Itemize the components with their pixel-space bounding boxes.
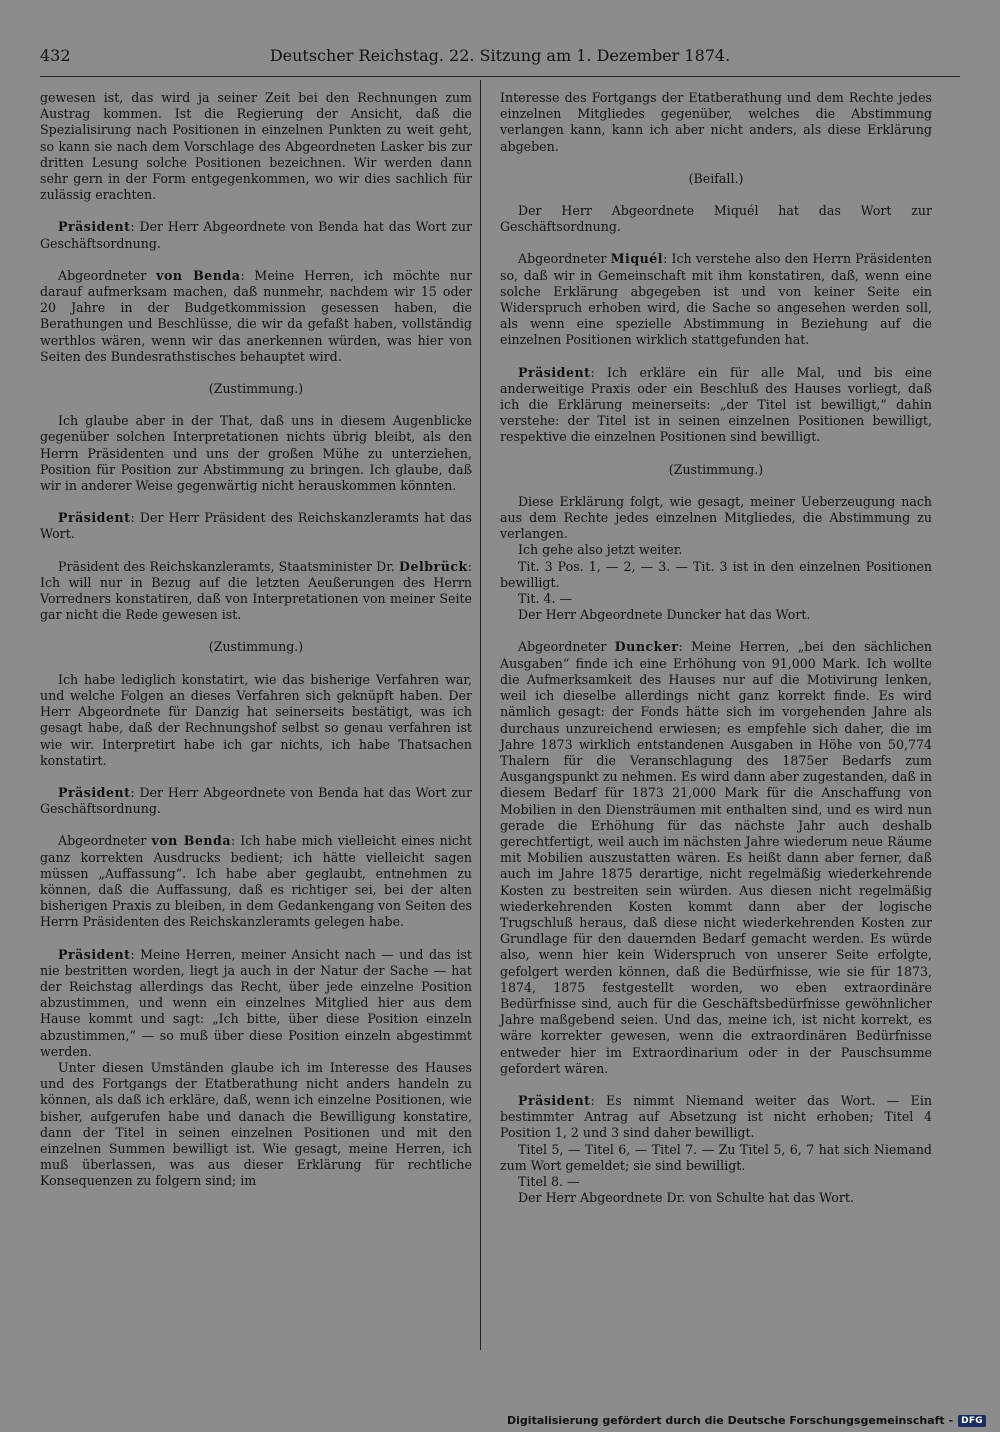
paragraph: Präsident: Meine Herren, meiner Ansicht nach — und das ist nie bestritten worden, liegt ja auch in der Natur der Sache — hat der Reichstag allerdings das Recht, über jede einzelne Position abzustimmen, und wenn ein einzelnes Mitglied hier aus dem Hause kommt und sagt: „Ich bitte, über diese Position einzeln abzustimmen,“ — so muß über diese Position einzeln abgestimmt werden.	[40, 946, 472, 1059]
running-title: Deutscher Reichstag. 22. Sitzung am 1. Dezember 1874.	[269, 46, 731, 65]
paragraph: Abgeordneter von Benda: Meine Herren, ich möchte nur darauf aufmerksam machen, daß nunmehr, nachdem wir 15 oder 20 Jahre in der Budgetkommission gesessen haben, die Berathungen und Beschlüsse, die wir da gefaßt haben, vollständig werthlos wären, wenn wir das anerkennen würden, was hier von Seiten des Bundesrathstisches behauptet wird.	[40, 267, 472, 364]
paragraph: Interesse des Fortgangs der Etatberathung und dem Rechte jedes einzelnen Mitgliedes gegenüber, welches die Abstimmung verlangen kann, kann ich aber nicht anders, als diese Erklärung abgeben.	[500, 90, 932, 154]
speaker-name: von Benda	[156, 267, 241, 283]
page-number: 432	[40, 46, 71, 65]
speaker-name: Präsident	[518, 364, 591, 380]
paragraph: Der Herr Abgeordnete Miquél hat das Wort zur Geschäftsordnung.	[500, 203, 932, 235]
paragraph: Präsident: Der Herr Abgeordnete von Benda hat das Wort zur Geschäftsordnung.	[40, 784, 472, 817]
paragraph: Ich habe lediglich konstatirt, wie das bisherige Verfahren war, und welche Folgen an dieses Verfahren sich geknüpft haben. Der Herr Abgeordnete für Danzig hat seinerseits bestätigt, was ich gesagt habe, daß der Rechnungshof selbst so genau verfahren ist wie wir. Interpretirt habe ich gar nichts, ich habe Thatsachen konstatirt.	[40, 671, 472, 768]
speaker-name: von Benda	[151, 833, 232, 849]
paragraph: Titel 8. —	[518, 1173, 580, 1189]
paragraph: Tit. 4. —	[518, 591, 573, 607]
left-column	[40, 90, 472, 1206]
interjection: (Zustimmung.)	[208, 639, 304, 655]
paragraph: Ich glaube aber in der That, daß uns in diesem Augenblicke gegenüber solchen Interpretationen nichts übrig bleibt, als den Herrn Präsidenten und uns der großen Mühe zu unterziehen, Position für Position zur Abstimmung zu bringen. Ich glaube, daß wir in anderer Weise gegenwärtig nicht herauskommen könnten.	[40, 413, 472, 494]
paragraph: Abgeordneter von Benda: Ich habe mich vielleicht eines nicht ganz korrekten Ausdrucks bedient; ich hätte vielleicht sagen müssen „Auffassung“. Ich habe aber geglaubt, entnehmen zu können, daß die Auffassung, daß es richtiger sei, bei der alten bisherigen Praxis zu bleiben, in dem Gedankengang von Seiten des Herrn Präsidenten des Reichskanzleramts gelegen habe.	[40, 833, 472, 930]
paragraph: Diese Erklärung folgt, wie gesagt, meiner Ueberzeugung nach aus dem Rechte jedes einzelnen Mitgliedes, die Abstimmung zu verlangen.	[500, 493, 932, 542]
speaker-name: Präsident	[518, 1092, 591, 1108]
paragraph: Titel 5, — Titel 6, — Titel 7. — Zu Titel 5, 6, 7 hat sich Niemand zum Wort gemeldet; sie sind bewilligt.	[500, 1141, 932, 1173]
speaker-name: Delbrück	[399, 558, 468, 574]
paragraph: Präsident des Reichskanzleramts, Staatsminister Dr. Delbrück: Ich will nur in Bezug auf die letzten Aeußerungen des Herrn Vorredners konstatiren, daß von Interpretationen von meiner Seite gar nicht die Rede gewesen ist.	[40, 558, 472, 623]
dfg-logo: DFG	[958, 1415, 986, 1427]
paragraph: Der Herr Abgeordnete Duncker hat das Wort.	[518, 607, 811, 623]
speaker-name: Präsident	[58, 946, 131, 962]
paragraph: Präsident: Es nimmt Niemand weiter das Wort. — Ein bestimmter Antrag auf Absetzung ist nicht erhoben; Titel 4 Position 1, 2 und 3 sind daher bewilligt.	[500, 1092, 932, 1141]
header-rule	[40, 76, 960, 77]
page-header	[40, 46, 960, 74]
speaker-name: Präsident	[58, 784, 131, 800]
paragraph: Präsident: Der Herr Abgeordnete von Benda hat das Wort zur Geschäftsordnung.	[40, 219, 472, 251]
paragraph: Präsident: Ich erkläre ein für alle Mal, und bis eine anderweitige Praxis oder ein Beschluß des Hauses vorliegt, daß ich die Erklärung meinerseits: „der Titel ist bewilligt,“ dahin verstehe: der Titel ist in seinen einzelnen Positionen bewilligt, respektive die einzelnen Positionen sind bewilligt.	[500, 364, 932, 445]
speaker-name: Duncker	[614, 639, 679, 655]
paragraph: Tit. 3 Pos. 1, — 2, — 3. — Tit. 3 ist in den einzelnen Positionen bewilligt.	[500, 558, 932, 590]
paragraph: Abgeordneter Duncker: Meine Herren, „bei den sächlichen Ausgaben“ finde ich eine Erhöhung von 91,000 Mark. Ich wollte die Aufmerksamkeit des Hauses nur auf die Motivirung lenken, weil ich dieselbe allerdings nicht ganz korrekt finde. Es wird nämlich gesagt: der Fonds hätte sich im vorgehenden Jahre als durchaus unzureichend erwiesen; es empfehle sich daher, die im Jahre 1873 wirklich entstandenen Ausgaben in Höhe von 50,774 Thalern für die Veranschlagung des 1875er Bedarfs zum Ausgangspunkt zu nehmen. Es wird dann aber zugestanden, daß in diesem Bedarf für 1873 21,000 Mark für die Anschaffung von Mobilien in den Diensträumen mit enthalten sind, und es wird nun gerade die Erhöhung für das nächste Jahr auch deshalb gerechtfertigt, weil auch im nächsten Jahre wiederum neue Räume mit Mobilien auszustatten wären. Es heißt dann aber ferner, daß auch im Jahre 1875 derartige, nicht regelmäßig wiederkehrende Kosten zu bestreiten sein würden. Aus diesen nicht regelmäßig wiederkehrenden Kosten kommt dann aber der logische Trugschluß heraus, daß diese nicht wiederkehrenden Kosten zur Grundlage für den dauernden Bedarf gemacht werden. Es würde also, wenn hier kein Widerspruch von unserer Seite erfolgte, gefolgert werden können, daß die Bedürfnisse, wie sie für 1873, 1874, 1875 festgestellt worden, wo eben extraordinäre Bedürfnisse sind, auch für die Geschäftsbedürfnisse gewöhnlicher Jahre maßgebend seien. Und das, meine ich, ist nicht korrekt, es wäre korrekter gewesen, wenn die extraordinären Bedürfnisse entweder hier im Extraordinarium oder in der Pauschsumme gefordert wären.	[500, 639, 933, 1076]
speaker-name: Präsident	[58, 219, 131, 235]
speaker-name: Präsident	[58, 510, 131, 526]
paragraph: Abgeordneter Miquél: Ich verstehe also den Herrn Präsidenten so, daß wir in Gemeinschaft mit ihm konstatiren, daß, wenn eine solche Erklärung abgegeben ist und von keiner Seite ein Widerspruch erhoben wird, die Sache so angesehen werden soll, als wenn eine spezielle Abstimmung in Beziehung auf die einzelnen Positionen wirklich stattgefunden hat.	[500, 251, 933, 348]
paragraph: gewesen ist, das wird ja seiner Zeit bei den Rechnungen zum Austrag kommen. Ist die Regierung der Ansicht, daß die Spezialisirung nach Positionen in einzelnen Punkten zu weit geht, so kann sie nach dem Vorschlage des Abgeordneten Lasker bis zur dritten Lesung solche Positionen bezeichnen. Wir werden dann sehr gern in der Form entgegenkommen, wo wir dies sachlich für zulässig erachten.	[40, 90, 472, 203]
paragraph: Präsident: Der Herr Präsident des Reichskanzleramts hat das Wort.	[40, 510, 472, 542]
right-column	[500, 90, 932, 1206]
footer-credit: Digitalisierung gefördert durch die Deutsche Forschungsgemeinschaft -	[507, 1414, 954, 1427]
interjection: (Zustimmung.)	[208, 381, 304, 397]
paragraph: Unter diesen Umständen glaube ich im Interesse des Hauses und des Fortgangs der Etatberathung nicht anders handeln zu können, als daß ich erkläre, daß, wenn ich einzelne Positionen, wie bisher, aufgerufen habe und danach die Bewilligung konstatire, dann der Titel in seinen einzelnen Positionen und mit den einzelnen Summen bewilligt ist. Wie gesagt, meine Herren, ich muß überlassen, was aus dieser Erklärung für rechtliche Konsequenzen zu folgern sind; im	[40, 1059, 472, 1189]
interjection: (Beifall.)	[688, 170, 744, 186]
interjection: (Zustimmung.)	[668, 461, 764, 477]
digitization-footer	[507, 1414, 986, 1427]
paragraph: Der Herr Abgeordnete Dr. von Schulte hat das Wort.	[518, 1190, 854, 1206]
speaker-name: Miquél	[610, 251, 664, 267]
paragraph: Ich gehe also jetzt weiter.	[518, 542, 683, 558]
column-divider	[480, 80, 481, 1350]
